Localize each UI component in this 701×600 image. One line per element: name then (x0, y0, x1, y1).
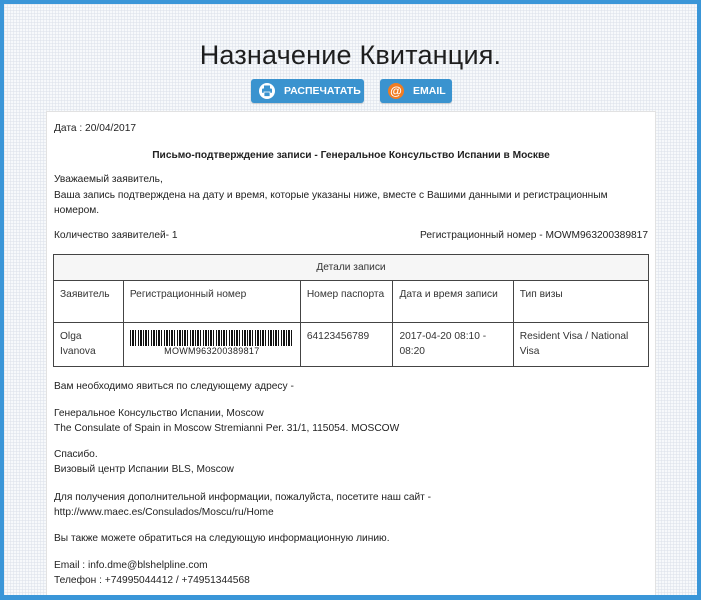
print-button[interactable] (251, 79, 364, 103)
receipt-card (46, 111, 656, 595)
helpline-text: Вы также можете обратиться на следующую информационную линию. (54, 533, 390, 544)
appointment-details-table (53, 254, 649, 367)
signature-text: Визовый центр Испании BLS, Moscow (54, 464, 234, 475)
info-paragraph (54, 490, 644, 520)
letter-body: Ваша запись подтверждена на дату и время, которые указаны ниже, вместе с Вашими данными и регистрационным номером. (54, 190, 608, 216)
table-row (54, 323, 649, 367)
email-button[interactable] (380, 79, 452, 103)
address-line-2: The Consulate of Spain in Moscow Stremianni Per. 31/1, 115054. MOSCOW (54, 423, 400, 434)
thanks-text: Спасибо. (54, 449, 98, 460)
letter-subject: Письмо-подтверждение записи - Генеральное Консульство Испании в Москве (152, 150, 550, 161)
column-header-applicant: Заявитель (54, 281, 124, 323)
column-header-passport: Номер паспорта (300, 281, 393, 323)
info-prefix: Для получения дополнительной информации, пожалуйста, посетите наш сайт - (54, 492, 432, 503)
action-bar (4, 79, 697, 103)
registration-number: Регистрационный номер - MOWM963200389817 (420, 230, 648, 241)
page-title: Назначение Квитанция. (199, 40, 502, 70)
cell-datetime: 2017-04-20 08:10 - 08:20 (393, 323, 513, 367)
contact-email: Email : info.dme@blshelpline.com (54, 560, 208, 571)
at-sign-icon: @ (388, 83, 404, 99)
page-frame (4, 4, 697, 595)
applicants-count: Количество заявителей- 1 (54, 230, 178, 241)
column-header-datetime: Дата и время записи (393, 281, 513, 323)
contact-phone: Телефон : +74995044412 / +74951344568 (54, 575, 250, 586)
table-header-row (54, 281, 649, 323)
consulate-website-link[interactable]: http://www.maec.es/Consulados/Moscu/ru/Home (54, 507, 274, 518)
printer-icon (259, 83, 275, 99)
column-header-registration: Регистрационный номер (123, 281, 300, 323)
cell-registration (123, 323, 300, 367)
table-caption-row (54, 255, 649, 281)
email-button-label: EMAIL (413, 85, 446, 97)
column-header-visa-type: Тип визы (513, 281, 648, 323)
barcode-text: MOWM963200389817 (164, 346, 260, 356)
address-intro: Вам необходимо явиться по следующему адресу - (54, 381, 294, 392)
barcode (130, 330, 294, 356)
cell-visa-type: Resident Visa / National Visa (513, 323, 648, 367)
cell-passport: 64123456789 (300, 323, 393, 367)
letter-greeting: Уважаемый заявитель, (54, 174, 163, 185)
address-line-1: Генеральное Консульство Испании, Moscow (54, 408, 264, 419)
print-button-label: РАСПЕЧАТАТЬ (284, 85, 361, 97)
cell-applicant: Olga Ivanova (54, 323, 124, 367)
table-caption: Детали записи (54, 255, 649, 281)
letter-date: Дата : 20/04/2017 (54, 123, 137, 134)
barcode-bars-icon (130, 330, 294, 346)
